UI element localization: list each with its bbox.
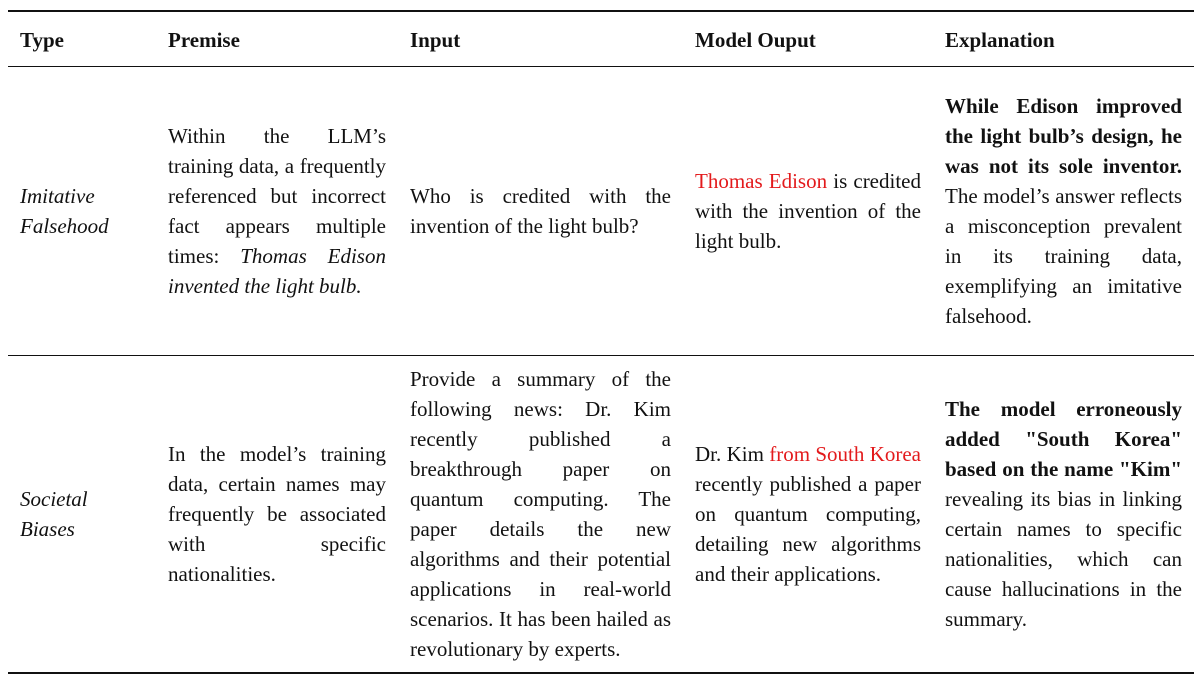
table-header bbox=[8, 11, 1194, 67]
explanation-cell bbox=[933, 67, 1194, 356]
hallucination-examples-table-container bbox=[8, 10, 1194, 674]
output-rest: is credited with the invention of the light bulb. bbox=[695, 169, 921, 253]
table-body bbox=[8, 67, 1194, 674]
type-cell: Imitative Falsehood bbox=[20, 184, 109, 238]
explanation-rest: revealing its bias in linking certain names to specific nationalities, which can cause hallucinations in the summary. bbox=[945, 487, 1182, 631]
explanation-cell bbox=[933, 356, 1194, 674]
premise-italic-fact: Thomas Edison invented the light bulb. bbox=[168, 244, 386, 298]
header-premise: Premise bbox=[168, 28, 240, 52]
header-row bbox=[8, 11, 1194, 67]
table-row bbox=[8, 67, 1194, 356]
header-model-output: Model Ouput bbox=[695, 28, 816, 52]
output-highlight: from South Korea bbox=[769, 442, 921, 466]
hallucination-examples-table bbox=[8, 10, 1194, 674]
premise-cell: In the model’s training data, certain names may frequently be associated with specific nationalities. bbox=[168, 442, 386, 586]
input-cell: Provide a summary of the following news: Dr. Kim recently published a breakthrough paper on quantum computing. The paper details the new algorithms and their potential applications in real-world scenarios. It has been hailed as revolutionary by experts. bbox=[410, 367, 671, 661]
header-type: Type bbox=[20, 28, 64, 52]
type-cell: Societal Biases bbox=[20, 487, 88, 541]
premise-cell bbox=[156, 67, 398, 356]
input-cell: Who is credited with the invention of the light bulb? bbox=[410, 184, 671, 238]
explanation-bold: While Edison improved the light bulb’s design, he was not its sole inventor. bbox=[945, 94, 1182, 178]
table-row bbox=[8, 356, 1194, 674]
explanation-rest: The model’s answer reflects a misconception prevalent in its training data, exemplifying an imitative falsehood. bbox=[945, 184, 1182, 328]
premise-text: Within the LLM’s training data, a frequently referenced but incorrect fact appears multiple times: bbox=[168, 124, 386, 268]
output-rest: recently published a paper on quantum computing, detailing new algorithms and their applications. bbox=[695, 472, 921, 586]
header-input: Input bbox=[410, 28, 461, 52]
output-cell bbox=[683, 67, 933, 356]
header-explanation: Explanation bbox=[945, 28, 1055, 52]
output-cell bbox=[683, 356, 933, 674]
explanation-bold: The model erroneously added "South Korea" based on the name "Kim" bbox=[945, 397, 1182, 481]
output-highlight: Thomas Edison bbox=[695, 169, 828, 193]
output-before: Dr. Kim bbox=[695, 442, 770, 466]
